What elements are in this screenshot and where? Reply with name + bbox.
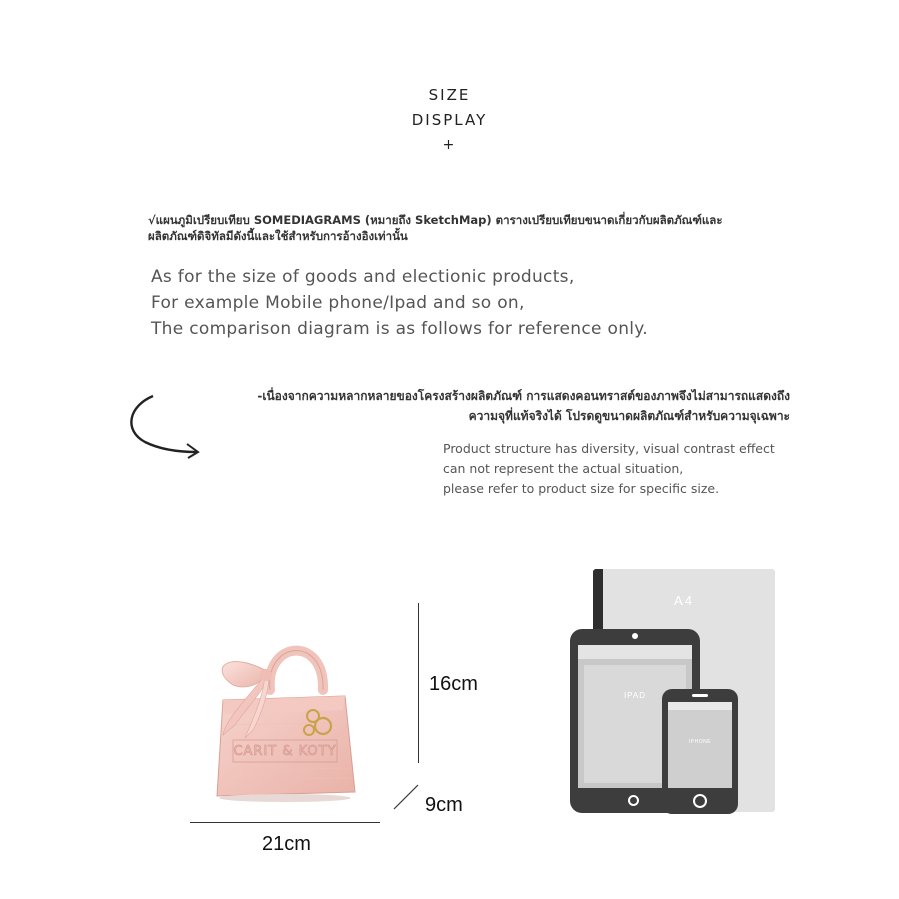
- height-dimension-line: [418, 603, 419, 763]
- thai-structure-line-1: -เนื่องจากความหลากหลายของโครงสร้างผลิตภัณฑ์ การแสดงคอนทราสต์ของภาพจึงไม่สามารถแสดงถึง: [257, 389, 790, 403]
- structure-note-line-2: can not represent the actual situation,: [443, 461, 684, 476]
- height-label: 16cm: [429, 673, 478, 695]
- english-note-line-3: The comparison diagram is as follows for reference only.: [151, 319, 648, 339]
- english-note-line-2: For example Mobile phone/Ipad and so on,: [151, 293, 525, 313]
- header-display: DISPLAY: [411, 111, 488, 129]
- iphone-device: [662, 689, 738, 814]
- iphone-speaker-icon: [692, 694, 708, 697]
- thai-note-line-2: ผลิตภัณฑ์ดิจิทัลมีดังนี้และใช้สำหรับการอ้างอิงเท่านั้น: [148, 229, 408, 243]
- english-note-line-1: As for the size of goods and electionic products,: [151, 267, 575, 287]
- thai-structure-note: [150, 386, 790, 426]
- depth-dimension-line: [392, 782, 422, 812]
- ipad-home-button-icon: [628, 795, 639, 806]
- structure-note: [443, 439, 775, 499]
- header-size: SIZE: [428, 86, 471, 104]
- header-plus: +: [442, 137, 457, 153]
- a4-label: A4: [674, 593, 694, 608]
- width-label: 21cm: [262, 833, 311, 855]
- thai-note-line-1: √แผนภูมิเปรียบเทียบ SOMEDIAGRAMS (หมายถึง SketchMap) ตารางเปรียบเทียบขนาดเกี่ยวกับผลิตภัณฑ์และ: [148, 213, 723, 227]
- depth-label: 9cm: [425, 794, 463, 816]
- structure-note-line-1: Product structure has diversity, visual contrast effect: [443, 441, 775, 456]
- thai-note: [148, 212, 768, 244]
- structure-note-line-3: please refer to product size for specific size.: [443, 481, 720, 496]
- english-note: [151, 264, 648, 342]
- thai-structure-line-2: ความจุที่แท้จริงได้ โปรดดูขนาดผลิตภัณฑ์สำหรับความจุเฉพาะ: [468, 409, 790, 423]
- iphone-home-button-icon: [693, 794, 707, 808]
- iphone-label: IPHONE: [688, 739, 712, 745]
- handbag-image: [205, 630, 365, 805]
- ipad-camera-icon: [632, 633, 638, 639]
- width-dimension-line: [190, 822, 380, 823]
- ipad-label: IPAD: [623, 691, 647, 700]
- iphone-screen: [668, 702, 732, 788]
- bag-brand-text: CARIT & KOTY: [233, 744, 337, 759]
